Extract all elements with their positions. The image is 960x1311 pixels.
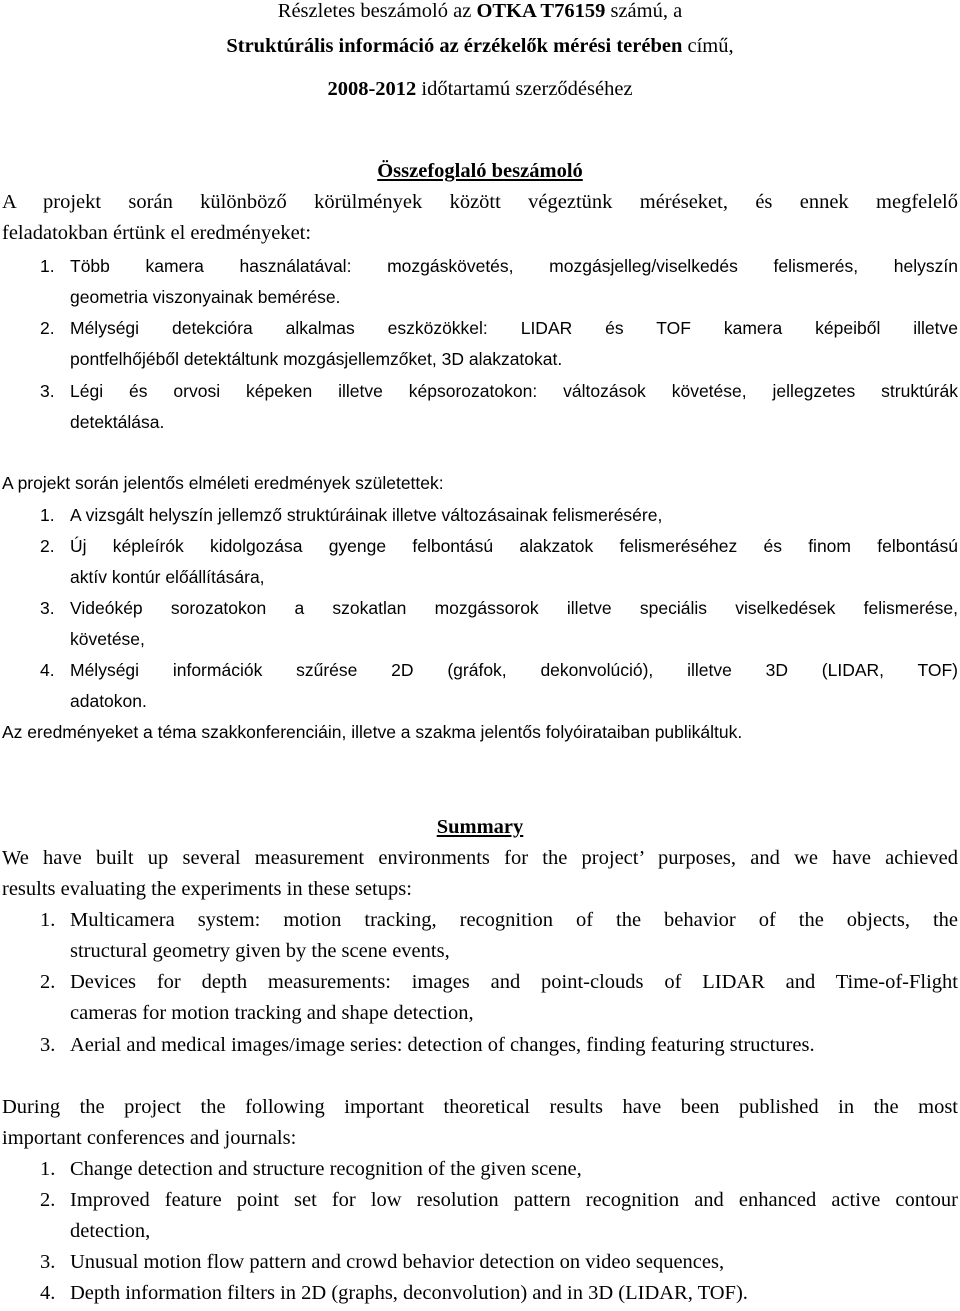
en-theory-number: 4. bbox=[40, 1282, 56, 1304]
hu-theory-line: Videókép sorozatokon a szokatlan mozgássorok illetve speciális viselkedések felismerése, bbox=[70, 598, 958, 618]
en-theory-line: Unusual motion flow pattern and crowd behavior detection on video sequences, bbox=[70, 1251, 725, 1273]
header-text: Részletes beszámoló az bbox=[277, 0, 477, 22]
header-line-1 bbox=[0, 0, 960, 23]
en-item-number: 1. bbox=[40, 909, 56, 931]
en-item-line: Devices for depth measurements: images and point-clouds of LIDAR and Time-of-Flight bbox=[70, 971, 958, 993]
hu-item-line: pontfelhőjéből detektáltunk mozgásjellemzőket, 3D alakzatokat. bbox=[70, 349, 563, 369]
en-item-line: cameras for motion tracking and shape detection, bbox=[70, 1002, 474, 1024]
hu-item-line: geometria viszonyainak bemérése. bbox=[70, 287, 341, 307]
en-theory-line: Improved feature point set for low resolution pattern recognition and enhanced active contour bbox=[70, 1189, 958, 1211]
header-line-2 bbox=[0, 35, 960, 58]
hu-intro-line-2: feladatokban értünk el eredményeket: bbox=[2, 222, 312, 244]
en-theory-number: 3. bbox=[40, 1251, 56, 1273]
en-item-number: 3. bbox=[40, 1034, 56, 1056]
en-theory-line: Change detection and structure recognition of the given scene, bbox=[70, 1158, 582, 1180]
hu-theory-number: 3. bbox=[40, 598, 55, 618]
hu-item-number: 1. bbox=[40, 256, 55, 276]
en-heading: Summary bbox=[436, 816, 524, 838]
hu-closing: Az eredményeket a téma szakkonferenciáin, illetve a szakma jelentős folyóirataiban publikáltuk. bbox=[2, 722, 743, 742]
en-theory-line: detection, bbox=[70, 1220, 151, 1242]
hu-theory-line: aktív kontúr előállítására, bbox=[70, 567, 265, 587]
en-intro-line-1: We have built up several measurement environments for the project’ purposes, and we have achieved bbox=[2, 847, 958, 869]
en-item-number: 2. bbox=[40, 971, 56, 993]
en-item-line: structural geometry given by the scene events, bbox=[70, 940, 450, 962]
en-theory-line-1: During the project the following important theoretical results have been published in the most bbox=[2, 1096, 958, 1118]
hu-theory-number: 1. bbox=[40, 505, 55, 525]
en-intro-line-2: results evaluating the experiments in these setups: bbox=[2, 878, 412, 900]
hu-theory-line: adatokon. bbox=[70, 691, 147, 711]
hu-item-line: Mélységi detekcióra alkalmas eszközökkel: LIDAR és TOF kamera képeiből illetve bbox=[70, 318, 958, 338]
hu-theory-line: Új képleírók kidolgozása gyenge felbontású alakzatok felismeréséhez és finom felbontású bbox=[70, 536, 958, 556]
grant-id: OTKA T76159 bbox=[476, 0, 606, 22]
project-period: 2008-2012 bbox=[327, 78, 417, 100]
hu-item-line: Légi és orvosi képeken illetve képsorozatokon: változások követése, jellegzetes struktúrák bbox=[70, 381, 958, 401]
hu-theory-line: Mélységi információk szűrése 2D (gráfok, dekonvolúció), illetve 3D (LIDAR, TOF) bbox=[70, 660, 958, 680]
header-text: című, bbox=[682, 35, 734, 57]
hu-item-line: Több kamera használatával: mozgáskövetés, mozgásjelleg/viselkedés felismerés, helyszín bbox=[70, 256, 958, 276]
hu-item-number: 2. bbox=[40, 318, 55, 338]
hu-intro-line-1: A projekt során különböző körülmények között végeztünk méréseket, és ennek megfelelő bbox=[2, 191, 958, 213]
header-text: időtartamú szerződéséhez bbox=[416, 78, 633, 100]
header-line-3 bbox=[0, 78, 960, 101]
hu-theory-intro: A projekt során jelentős elméleti eredmények születettek: bbox=[2, 473, 444, 493]
hu-item-number: 3. bbox=[40, 381, 55, 401]
header-text: számú, a bbox=[605, 0, 683, 22]
project-title: Struktúrális információ az érzékelők mérési terében bbox=[226, 35, 683, 57]
hu-theory-line: A vizsgált helyszín jellemző struktúráinak illetve változásainak felismerésére, bbox=[70, 505, 663, 525]
en-theory-line-2: important conferences and journals: bbox=[2, 1127, 297, 1149]
hu-theory-line: követése, bbox=[70, 629, 145, 649]
hu-item-line: detektálása. bbox=[70, 412, 165, 432]
hu-heading: Összefoglaló beszámoló bbox=[377, 160, 583, 182]
en-item-line: Aerial and medical images/image series: detection of changes, finding featuring structures. bbox=[70, 1034, 815, 1056]
hu-theory-number: 4. bbox=[40, 660, 55, 680]
en-theory-line: Depth information filters in 2D (graphs, deconvolution) and in 3D (LIDAR, TOF). bbox=[70, 1282, 748, 1304]
en-theory-number: 2. bbox=[40, 1189, 56, 1211]
en-item-line: Multicamera system: motion tracking, recognition of the behavior of the objects, the bbox=[70, 909, 958, 931]
en-theory-number: 1. bbox=[40, 1158, 56, 1180]
hu-theory-number: 2. bbox=[40, 536, 55, 556]
